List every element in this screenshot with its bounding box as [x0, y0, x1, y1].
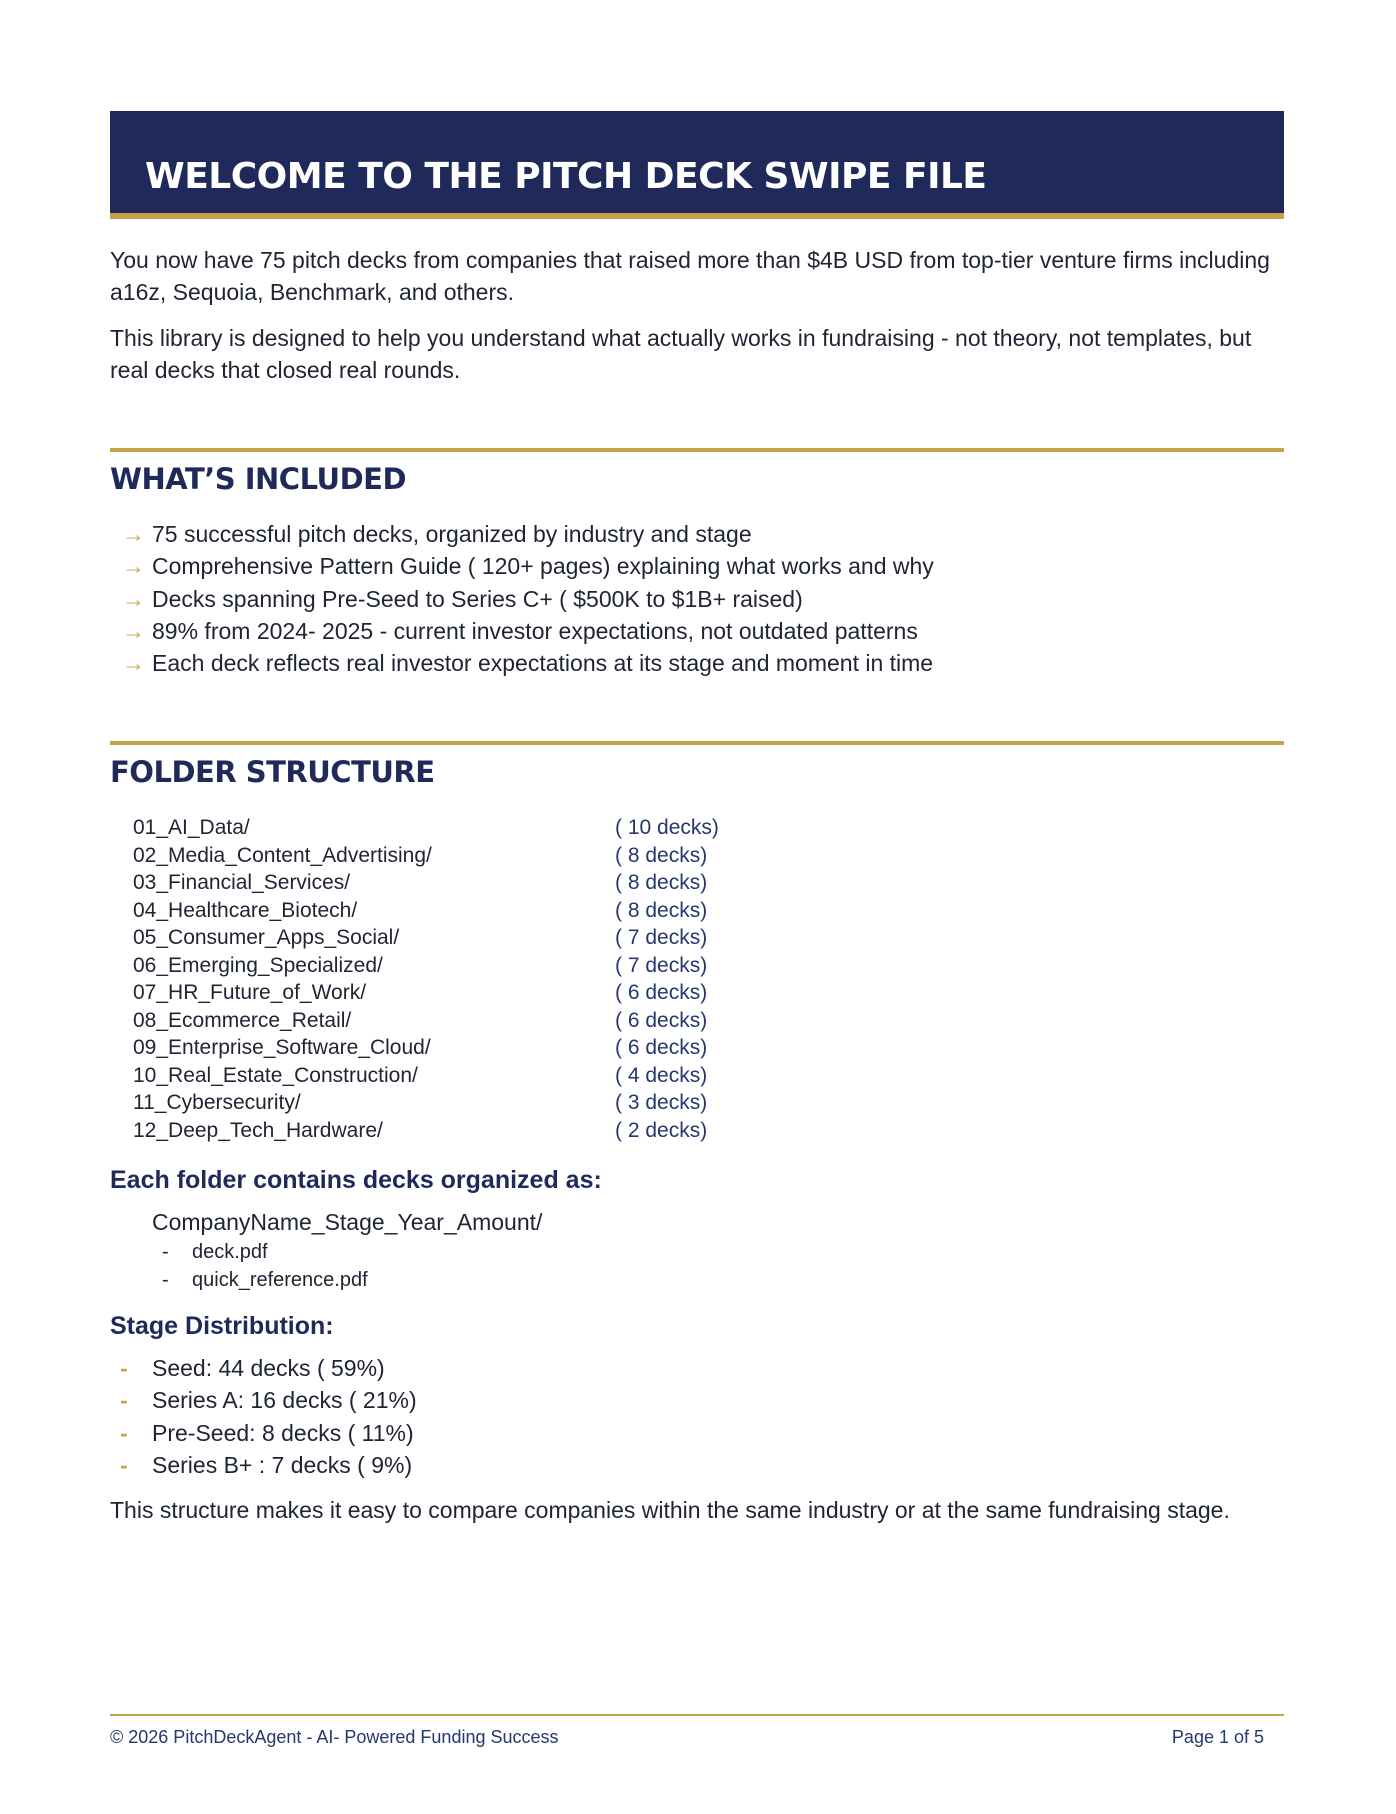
title-banner: [110, 111, 1284, 219]
folder-count: ( 8 decks): [615, 843, 708, 867]
file-item: - quick_reference.pdf: [162, 1266, 368, 1294]
file-list: [162, 1238, 368, 1294]
arrow-right-icon: →: [122, 617, 145, 644]
folder-name: 04_Healthcare_Biotech/: [133, 898, 358, 922]
section-divider: [110, 448, 1284, 452]
folder-row: [133, 1089, 833, 1117]
folder-row: [133, 1034, 833, 1062]
list-item: → Each deck reflects real investor expectations at its stage and moment in time: [122, 647, 934, 679]
dash-bullet: -: [162, 1269, 169, 1291]
dash-bullet: -: [120, 1451, 128, 1478]
folder-row: [133, 1117, 833, 1145]
folder-count: ( 6 decks): [615, 1008, 708, 1032]
section-divider: [110, 741, 1284, 745]
list-item: → 89% from 2024- 2025 - current investor expectations, not outdated patterns: [122, 615, 934, 647]
folder-name: 10_Real_Estate_Construction/: [133, 1063, 418, 1087]
list-item: → 75 successful pitch decks, organized by industry and stage: [122, 518, 934, 550]
intro-paragraph-1: You now have 75 pitch decks from companies that raised more than $4B USD from top-tier venture firms including a16z, Sequoia, Benchmark, and others.: [110, 247, 1270, 305]
arrow-right-icon: →: [122, 553, 145, 580]
folder-name: 03_Financial_Services/: [133, 871, 351, 894]
arrow-right-icon: →: [122, 521, 145, 547]
dash-bullet: -: [162, 1241, 169, 1263]
folder-row: [133, 979, 833, 1007]
folder-row: [133, 814, 833, 842]
folder-count: ( 7 decks): [615, 953, 708, 977]
folder-list: [133, 814, 833, 1144]
included-list: [122, 518, 934, 679]
folder-row: [133, 924, 833, 952]
list-item: - Pre-Seed: 8 decks ( 11%): [120, 1417, 417, 1449]
folder-name: 12_Deep_Tech_Hardware/: [133, 1118, 383, 1142]
stage-distribution-heading: Stage Distribution:: [110, 1312, 334, 1340]
folder-name: 11_Cybersecurity/: [133, 1091, 301, 1114]
folder-row: [133, 897, 833, 925]
stage-list: [120, 1352, 417, 1481]
folder-name: 09_Enterprise_Software_Cloud/: [133, 1036, 431, 1059]
dash-bullet: -: [120, 1355, 128, 1381]
folder-count: ( 6 decks): [615, 981, 708, 1004]
folder-count: ( 6 decks): [615, 1036, 708, 1059]
folder-name: 08_Ecommerce_Retail/: [133, 1008, 352, 1032]
folder-row: [133, 1062, 833, 1090]
intro-paragraph-2: This library is designed to help you understand what actually works in fundraising - not theory, not templates, but real decks that closed real rounds.: [110, 325, 1252, 383]
folder-count: ( 8 decks): [615, 871, 708, 894]
list-item: → Comprehensive Pattern Guide ( 120+ pages) explaining what works and why: [122, 550, 934, 582]
folder-row: [133, 869, 833, 897]
folder-row: [133, 952, 833, 980]
folder-count: ( 4 decks): [615, 1063, 708, 1087]
dash-bullet: -: [120, 1387, 128, 1414]
folder-structure-heading: FOLDER STRUCTURE: [110, 755, 435, 789]
footer-copyright: © 2026 PitchDeckAgent - AI- Powered Funding Success: [110, 1727, 559, 1747]
folder-name: 06_Emerging_Specialized/: [133, 953, 383, 977]
folder-name: 05_Consumer_Apps_Social/: [133, 926, 400, 949]
folder-count: ( 3 decks): [615, 1091, 708, 1114]
file-item: - deck.pdf: [162, 1238, 368, 1266]
folder-row: [133, 1007, 833, 1035]
folder-count: ( 2 decks): [615, 1118, 708, 1142]
arrow-right-icon: →: [122, 650, 145, 677]
folder-count: ( 8 decks): [615, 898, 708, 922]
folder-name: 02_Media_Content_Advertising/: [133, 843, 432, 867]
folder-naming-pattern: CompanyName_Stage_Year_Amount/: [152, 1209, 543, 1235]
organization-heading: Each folder contains decks organized as:: [110, 1166, 602, 1194]
folder-name: 07_HR_Future_of_Work/: [133, 981, 367, 1004]
folder-count: ( 10 decks): [615, 816, 719, 839]
arrow-right-icon: →: [122, 585, 145, 612]
dash-bullet: -: [120, 1419, 128, 1446]
page-number: Page 1 of 5: [1171, 1727, 1264, 1747]
whats-included-heading: WHAT’S INCLUDED: [110, 462, 407, 496]
folder-count: ( 7 decks): [615, 926, 708, 949]
folder-row: [133, 842, 833, 870]
folder-name: 01_AI_Data/: [133, 816, 250, 839]
list-item: - Series B+ : 7 decks ( 9%): [120, 1449, 417, 1481]
list-item: - Series A: 16 decks ( 21%): [120, 1384, 417, 1416]
footer-divider: [110, 1714, 1284, 1716]
list-item: → Decks spanning Pre-Seed to Series C+ ( $500K to $1B+ raised): [122, 583, 934, 615]
list-item: - Seed: 44 decks ( 59%): [120, 1352, 417, 1384]
closing-paragraph: This structure makes it easy to compare companies within the same industry or at the same fundraising stage.: [110, 1497, 1230, 1523]
page-title: WELCOME TO THE PITCH DECK SWIPE FILE: [145, 156, 987, 197]
